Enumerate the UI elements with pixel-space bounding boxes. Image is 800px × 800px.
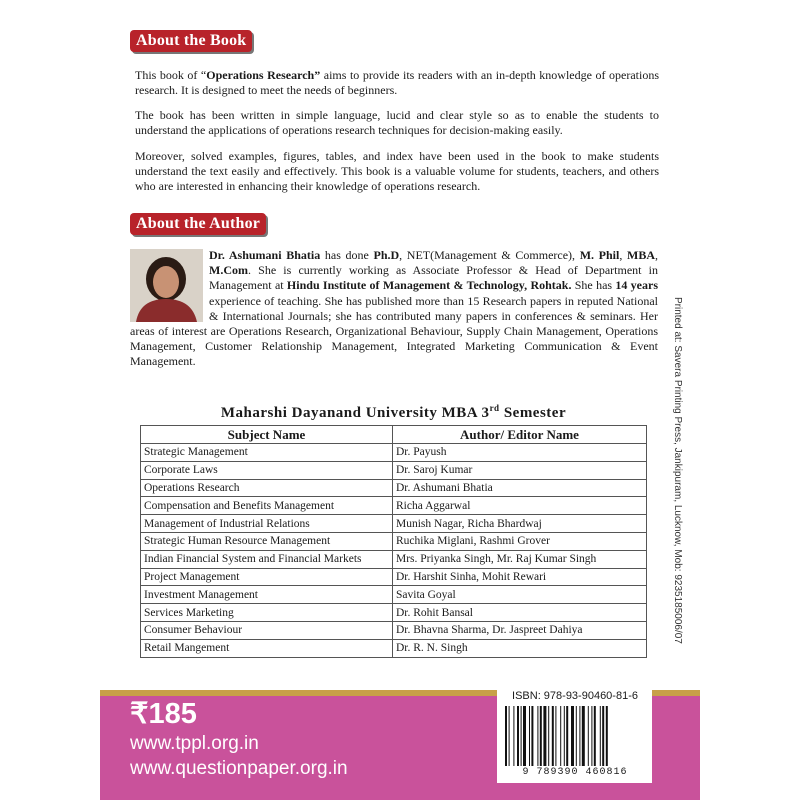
table-title-end: Semester <box>499 405 567 421</box>
table-row <box>141 532 647 550</box>
table-title <box>140 403 647 422</box>
degree-mba: MBA <box>627 248 655 262</box>
about-book-paragraph-1 <box>135 68 659 98</box>
header-subject-name: Subject Name <box>141 426 393 444</box>
about-book-paragraph-2: The book has been written in simple language, lucid and clear style so as to enable the students to understand the applications of operations research techniques for decision-making easily. <box>135 108 659 137</box>
subject-cell: Indian Financial System and Financial Markets <box>141 550 393 568</box>
degree-mcom: M.Com <box>209 263 248 278</box>
about-book-heading: About the Book <box>130 30 252 52</box>
table-row <box>141 461 647 479</box>
table-row <box>141 639 647 657</box>
author-cell: Munish Nagar, Richa Bhardwaj <box>393 515 647 533</box>
table-header-row <box>141 426 647 444</box>
about-author-heading: About the Author <box>130 213 266 235</box>
bio-text: experience of teaching. She has published more than 15 Research papers in reputed National & International Journals; she has contributed many papers in conferences & seminars. Her areas of interest are Operations Research, Organizational Behaviour, Supply Chain Management, Operations Management, Customer Relationship Management, Integrated Marketing Communication & Event Management. <box>130 293 658 369</box>
subject-cell: Services Marketing <box>141 604 393 622</box>
p1-text-end: aims to provide its readers with an in-depth knowledge of operations research. It is designed to meet the needs of beginners. <box>135 68 660 97</box>
table-row <box>141 497 647 515</box>
table-title-sup: rd <box>489 403 500 413</box>
subject-cell: Compensation and Benefits Management <box>141 497 393 515</box>
institute-name: Hindu Institute of Management & Technology, Rohtak. <box>286 278 572 293</box>
author-name: Dr. Ashumani Bhatia <box>209 248 321 262</box>
subject-cell: Retail Mangement <box>141 639 393 657</box>
barcode-number: 9 789390 460816 <box>522 767 628 778</box>
bio-text: , <box>655 248 658 262</box>
degree-phd: Ph.D <box>373 248 400 262</box>
subject-cell: Strategic Human Resource Management <box>141 532 393 550</box>
table-title-main: Maharshi Dayanand University MBA 3 <box>220 405 490 421</box>
isbn-text: ISBN: 978-93-90460-81-6 <box>512 690 638 702</box>
subject-cell: Strategic Management <box>141 444 393 462</box>
subject-cell: Project Management <box>141 568 393 586</box>
author-cell: Dr. Harshit Sinha, Mohit Rewari <box>393 568 647 586</box>
table-row <box>141 444 647 462</box>
bio-text: , <box>619 248 627 262</box>
bio-text: She has <box>571 278 616 293</box>
bio-text: . She is currently working as Associate Professor & Head of Department in Management at <box>209 263 658 293</box>
bio-text: , NET(Management & Commerce), <box>399 248 580 262</box>
subject-cell: Consumer Behaviour <box>141 621 393 639</box>
page-margin <box>700 0 800 800</box>
subject-cell: Management of Industrial Relations <box>141 515 393 533</box>
website-url-1[interactable]: www.tppl.org.in <box>130 733 259 754</box>
author-cell: Dr. Saroj Kumar <box>393 461 647 479</box>
p1-text-start: This book of “ <box>135 68 207 82</box>
website-url-2[interactable]: www.questionpaper.org.in <box>130 758 348 779</box>
subject-cell: Operations Research <box>141 479 393 497</box>
price: ₹185 <box>130 698 197 730</box>
table-row <box>141 586 647 604</box>
table-row <box>141 604 647 622</box>
book-title-inline: Operations Research” <box>206 68 321 82</box>
subject-cell: Investment Management <box>141 586 393 604</box>
table-row <box>141 550 647 568</box>
header-author-name: Author/ Editor Name <box>393 426 647 444</box>
table-row <box>141 479 647 497</box>
author-cell: Ruchika Miglani, Rashmi Grover <box>393 532 647 550</box>
author-cell: Richa Aggarwal <box>393 497 647 515</box>
table-row <box>141 568 647 586</box>
printed-at-note: Printed at: Savera Printing Press, Jankipuram, Lucknow, Mob: 9235185006/07 <box>672 297 683 644</box>
table-row <box>141 621 647 639</box>
author-cell: Dr. Rohit Bansal <box>393 604 647 622</box>
author-cell: Savita Goyal <box>393 586 647 604</box>
author-cell: Dr. R. N. Singh <box>393 639 647 657</box>
bio-text: has done <box>320 248 374 262</box>
experience-years: 14 years <box>615 278 659 293</box>
subjects-table <box>140 425 647 658</box>
author-cell: Mrs. Priyanka Singh, Mr. Raj Kumar Singh <box>393 550 647 568</box>
author-cell: Dr. Ashumani Bhatia <box>393 479 647 497</box>
table-row <box>141 515 647 533</box>
subject-cell: Corporate Laws <box>141 461 393 479</box>
degree-mphil: M. Phil <box>579 248 620 262</box>
author-cell: Dr. Payush <box>393 444 647 462</box>
author-cell: Dr. Bhavna Sharma, Dr. Jaspreet Dahiya <box>393 621 647 639</box>
about-book-paragraph-3: Moreover, solved examples, figures, tables, and index have been used in the book to make students understand the text easily and effectively. This book is a valuable volume for students, teachers, and others who are interested in enhancing their knowledge of operations research. <box>135 149 659 193</box>
author-bio <box>130 248 658 370</box>
